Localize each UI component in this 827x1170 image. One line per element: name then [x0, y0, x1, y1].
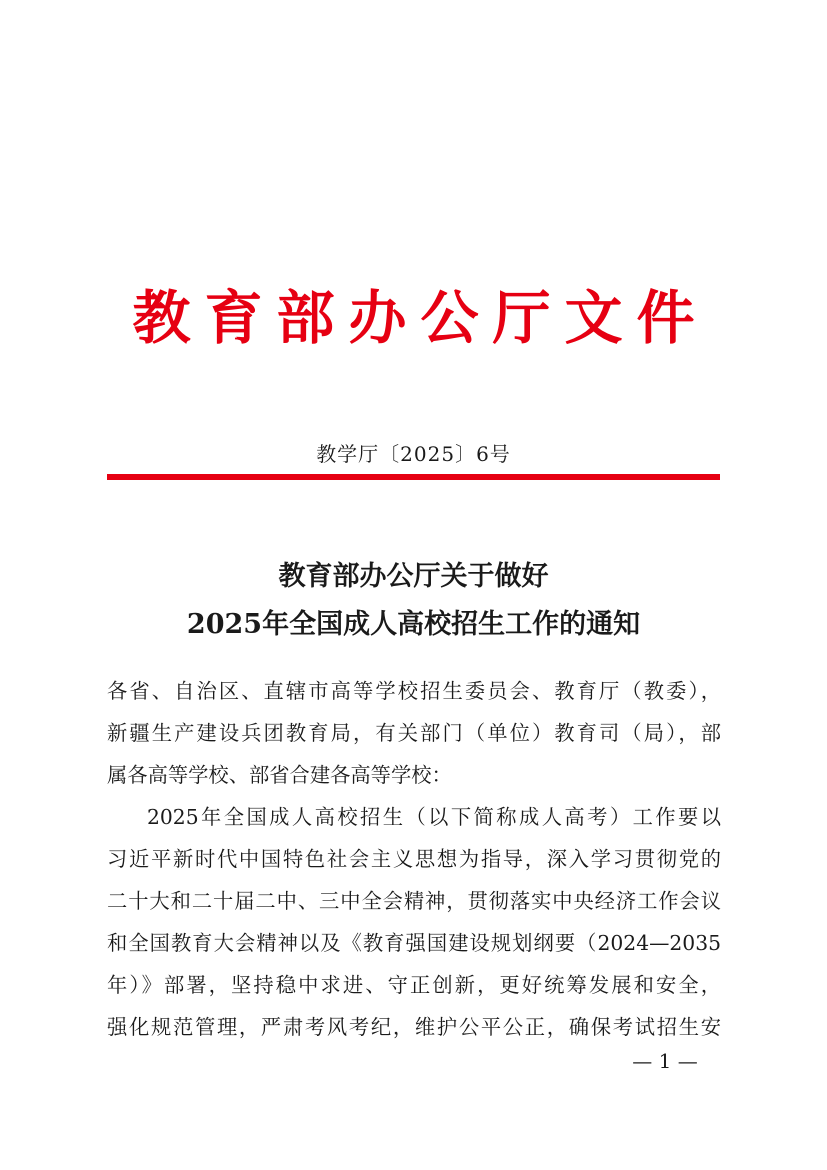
document-title-line-1: 教育部办公厅关于做好 [278, 561, 549, 592]
document-title-line-2: 2025年全国成人高校招生工作的通知 [186, 609, 641, 640]
addressee-line: 新疆生产建设兵团教育局，有关部门（单位）教育司（局），部 [107, 721, 721, 745]
red-divider-line [107, 474, 720, 480]
addressee-line: 各省、自治区、直辖市高等学校招生委员会、教育厅（教委）， [107, 679, 721, 703]
paragraph-line: 年）》部署，坚持稳中求进、守正创新，更好统筹发展和安全， [107, 973, 721, 997]
paragraph-line: 2025年全国成人高校招生（以下简称成人高考）工作要以 [147, 805, 721, 829]
paragraph-line: 二十大和二十届二中、三中全会精神，贯彻落实中央经济工作会议 [107, 889, 721, 913]
document-masthead: 教育部办公厅文件 [132, 284, 709, 352]
paragraph-line: 强化规范管理，严肃考风考纪，维护公平公正，确保考试招生安 [107, 1015, 721, 1039]
addressee-line: 属各高等学校、部省合建各高等学校： [107, 763, 452, 787]
page-number: — 1 — [632, 1049, 698, 1073]
document-number: 教学厅〔2025〕6号 [316, 442, 511, 466]
paragraph-line: 习近平新时代中国特色社会主义思想为指导，深入学习贯彻党的 [107, 847, 721, 871]
paragraph-line: 和全国教育大会精神以及《教育强国建设规划纲要（2024—2035 [107, 931, 721, 955]
